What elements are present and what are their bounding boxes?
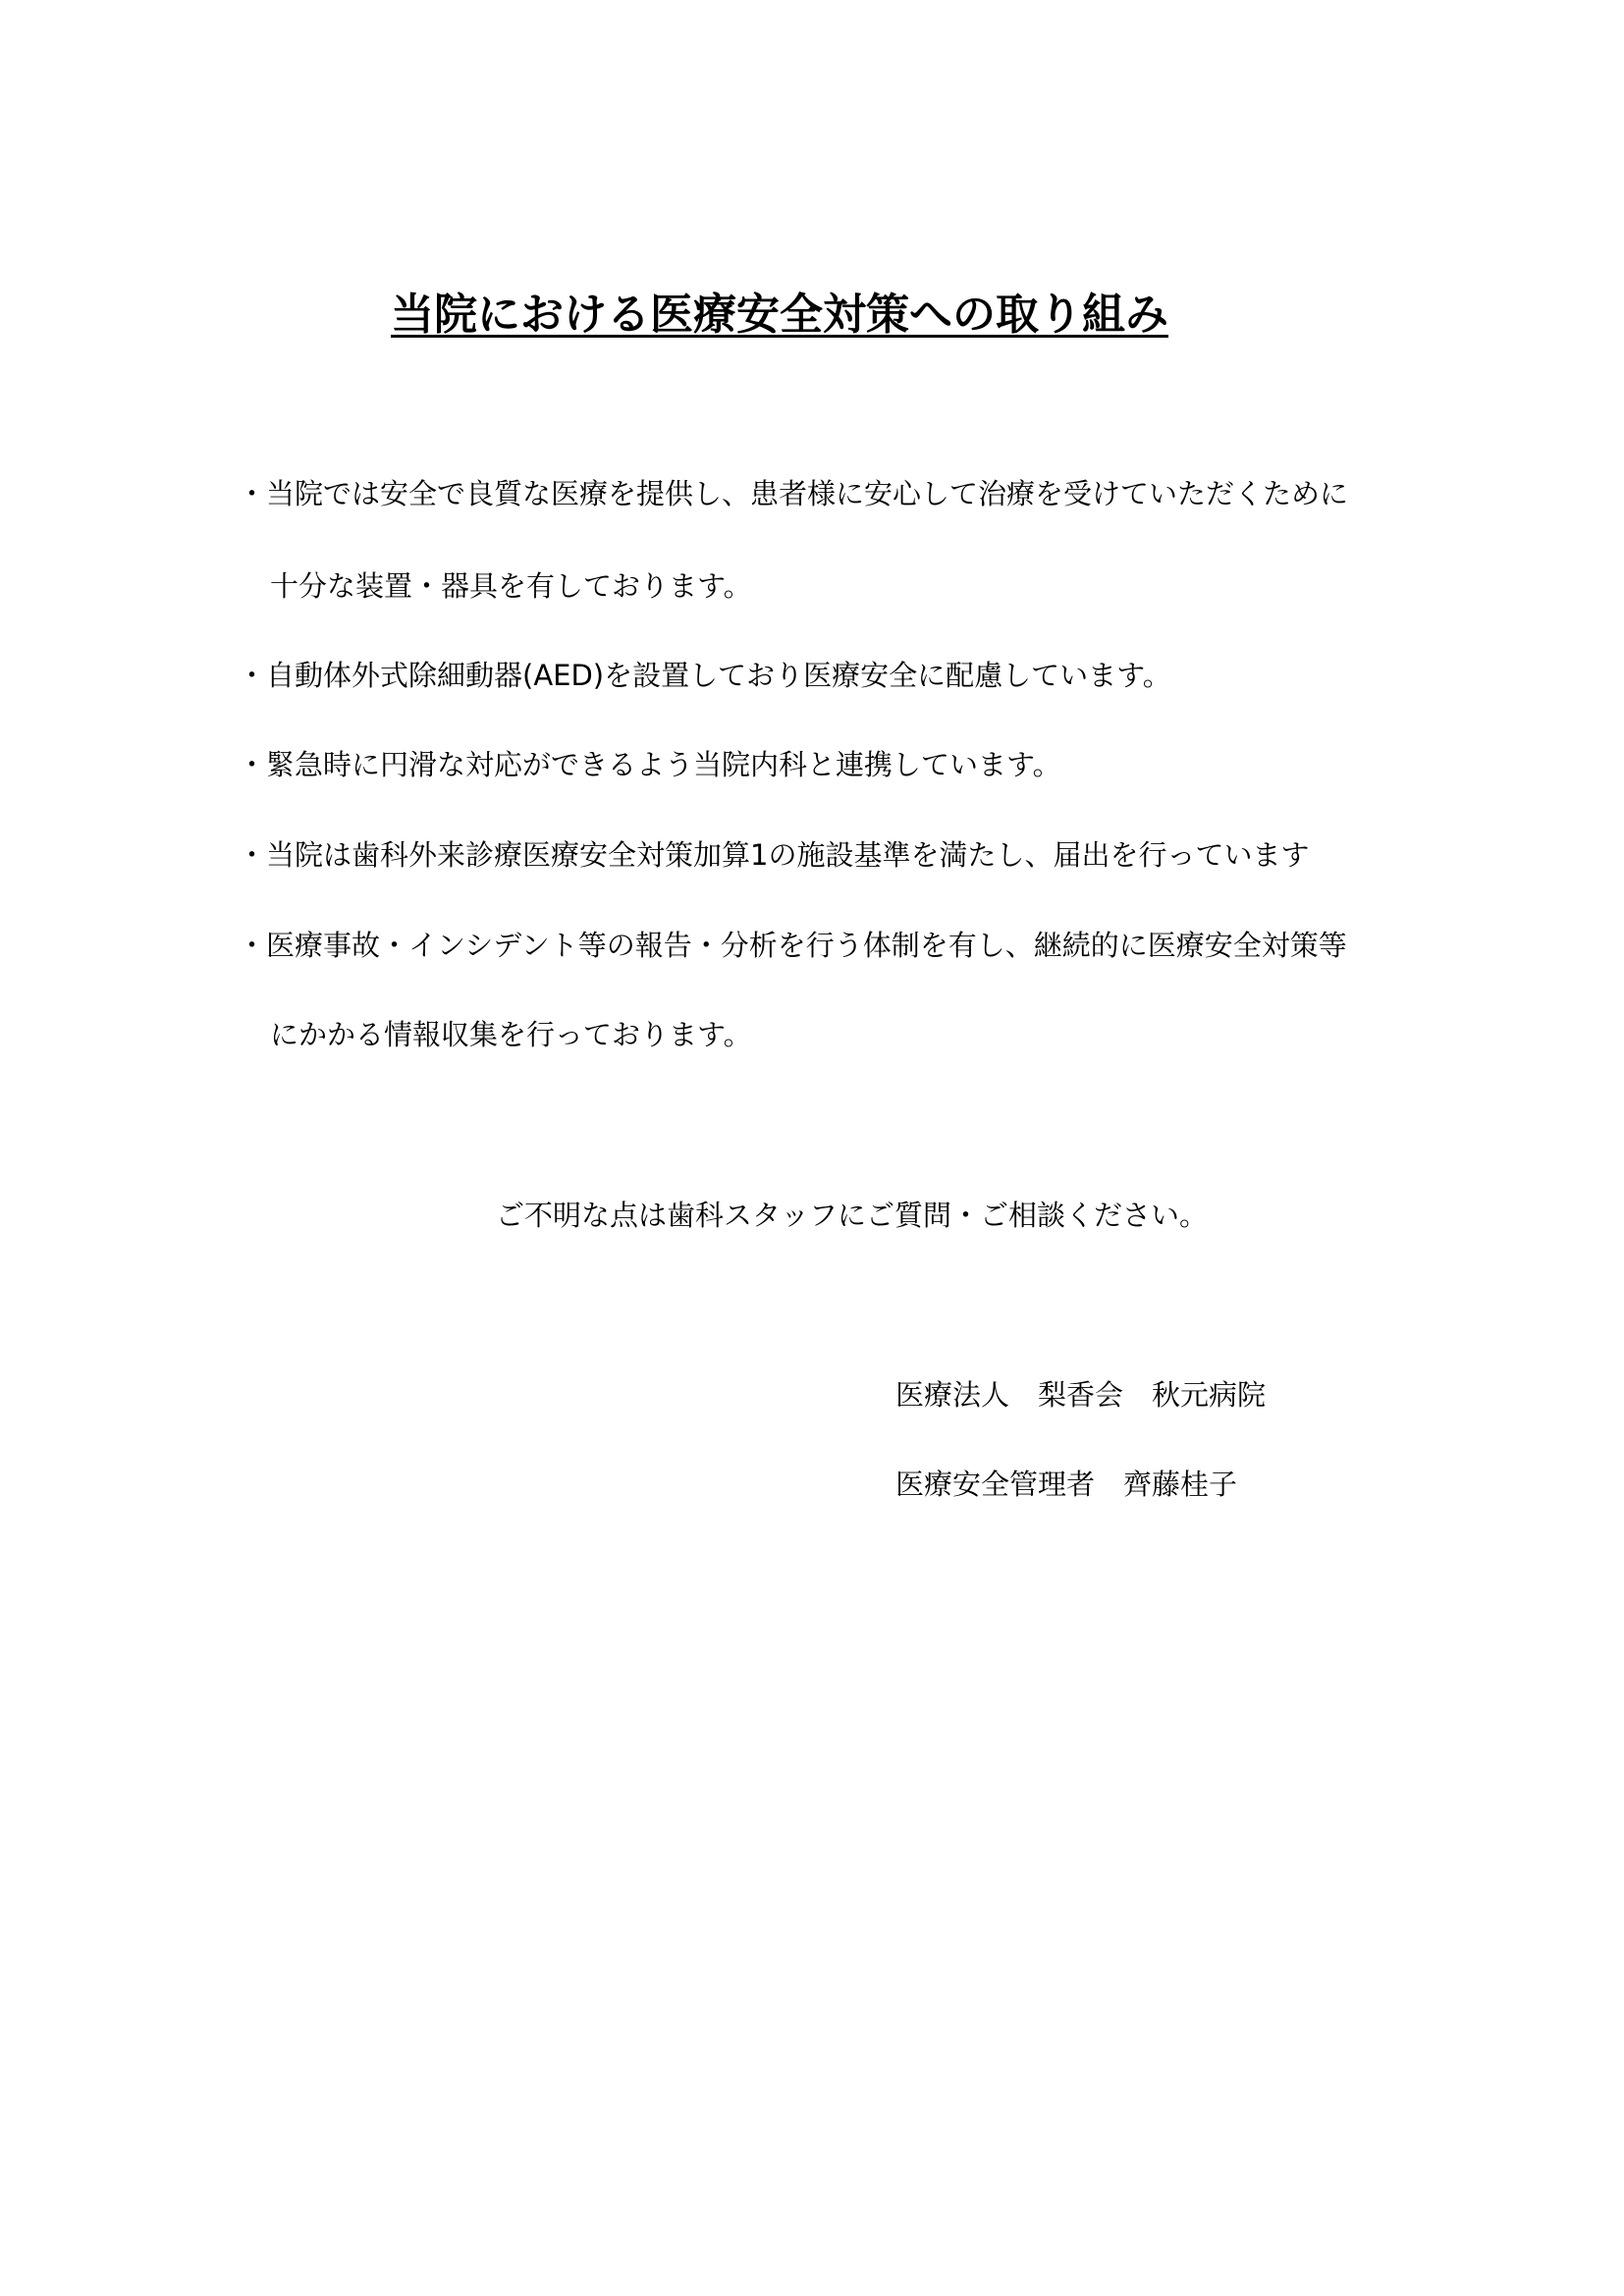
item-3-line-1: ・緊急時に円滑な対応ができるよう当院内科と連携しています。: [238, 748, 1061, 781]
item-4-line-1: ・当院は歯科外来診療医療安全対策加算1の施設基準を満たし、届出を行っています: [238, 838, 1310, 872]
signature-organization: 医療法人 梨香会 秋元病院: [895, 1378, 1267, 1412]
signature-manager: 医療安全管理者 齊藤桂子: [895, 1468, 1238, 1501]
item-5-line-1: ・医療事故・インシデント等の報告・分析を行う体制を有し、継続的に医療安全対策等: [238, 929, 1347, 962]
item-1-line-1: ・当院では安全で良質な医療を提供し、患者様に安心して治療を受けていただくために: [238, 477, 1349, 510]
document-title: 当院における医療安全対策への取り組み: [391, 290, 1168, 340]
item-5-line-2: にかかる情報収集を行っております。: [270, 1018, 752, 1051]
item-2-line-1: ・自動体外式除細動器(AED)を設置しており医療安全に配慮しています。: [238, 659, 1171, 692]
item-1-line-2: 十分な装置・器具を有しております。: [270, 569, 752, 603]
contact-notice: ご不明な点は歯科スタッフにご質問・ご相談ください。: [496, 1199, 1209, 1232]
